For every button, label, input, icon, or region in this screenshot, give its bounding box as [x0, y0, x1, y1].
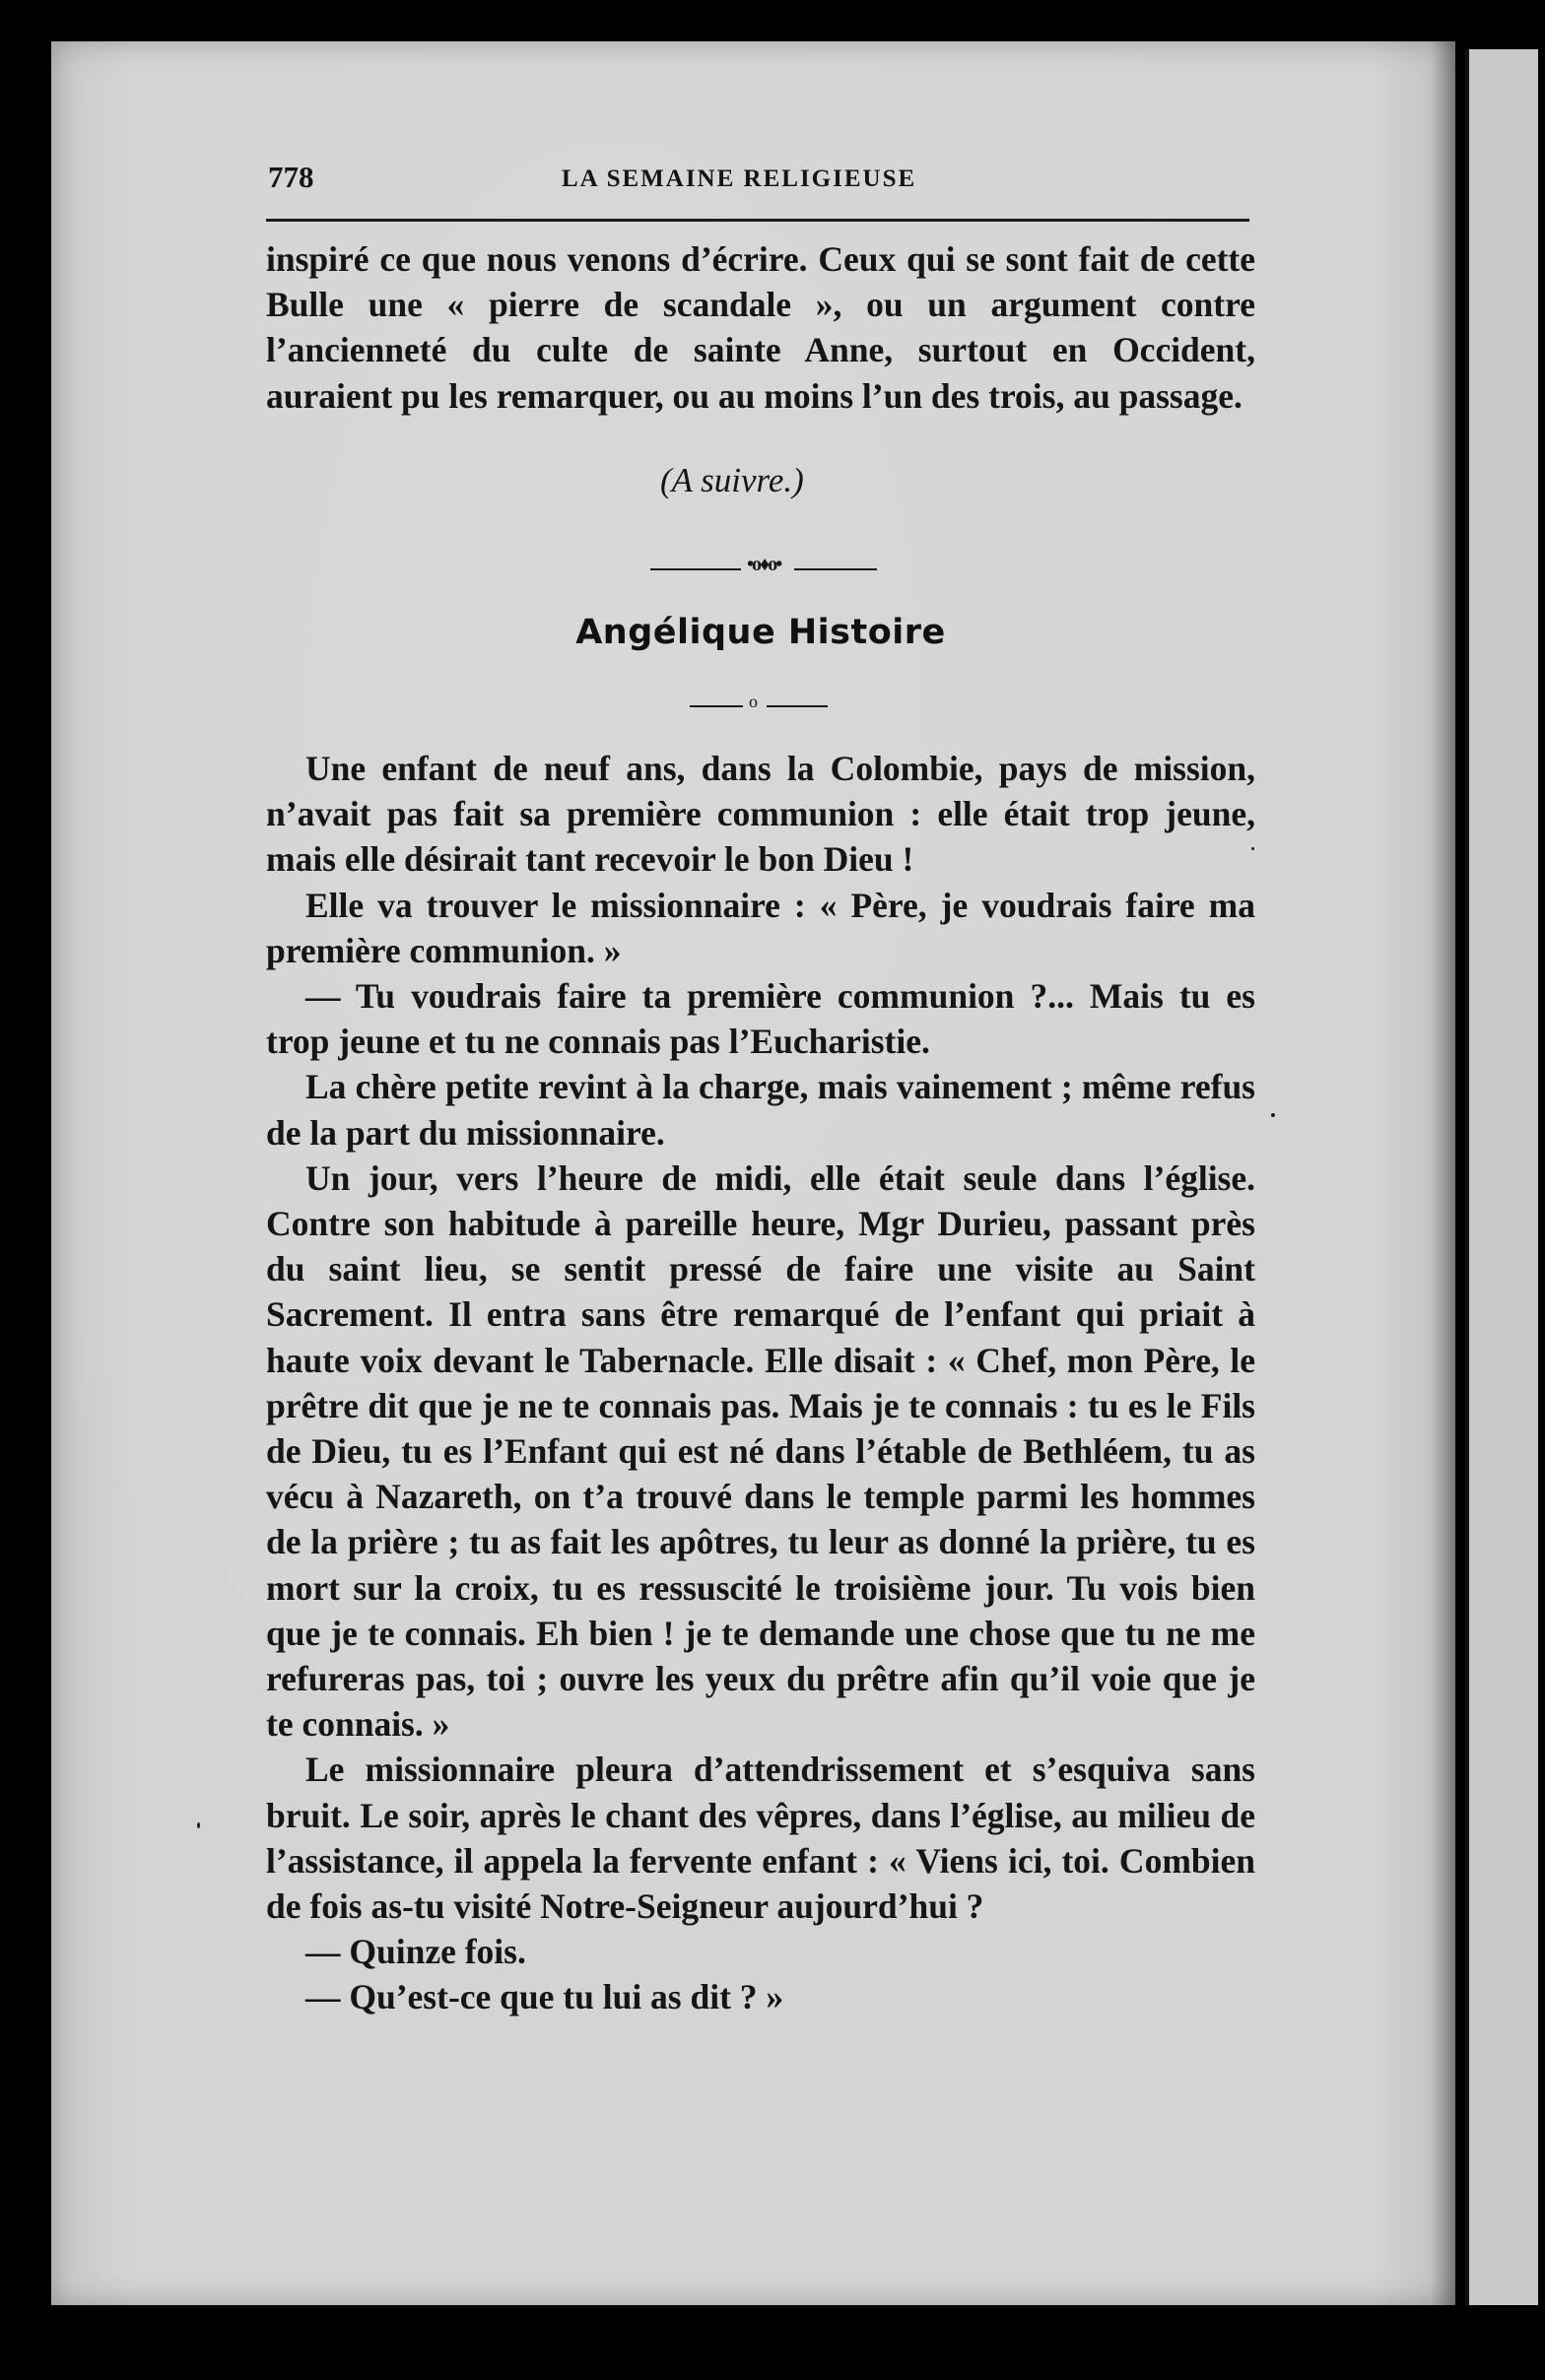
article-paragraph: — Tu voudrais faire ta première communion ?... Mais tu es trop jeune et tu ne connais pas l’Eucharistie.: [266, 976, 1255, 1062]
title-divider-line-left: [690, 705, 743, 707]
text-line: auraient pu les remarquer, ou au moins l’un des trois, au: [266, 375, 1110, 416]
section-divider: [650, 554, 877, 575]
article-paragraph: Le missionnaire pleura d’attendrissement et s’esquiva sans bruit. Le soir, après le chant des vêpres, dans l’église, au milieu de l’assistance, il appela la fervente enfant : « Viens ici, toi. Combien de fois as-tu visité Notre-Seigneur aujourd’hui ?: [266, 1750, 1255, 1927]
article-paragraph: — Qu’est-ce que tu lui as dit ? »: [305, 1977, 784, 2017]
title-divider-line-right: [767, 705, 828, 707]
running-title: LA SEMAINE RELIGIEUSE: [562, 165, 917, 192]
adjacent-page-edge: [1465, 49, 1538, 2305]
text-line: cette Bulle une « pierre de scandale », ou un argument contre: [266, 239, 1255, 325]
article-paragraph: Un jour, vers l’heure de midi, elle était seule dans l’église. Contre son habitude à pareille heure, Mgr Durieu, passant près du saint lieu, se sentit pressé de faire une visite au Saint Sacrement. Il entra sans être remarqué de l’enfant qui priait à haute voix devant le Tabernacle. Elle disait : « Chef, mon Père, le prêtre dit que je ne te connais pas. Mais je te connais : tu es le Fils de Dieu, tu es l’Enfant qui est né dans l’étable de Bethléem, tu as vécu à Nazareth, on t’a trouvé dans le temple parmi les hommes de la prière ; tu as fait les apôtres, tu leur as donné la prière, tu es mort sur la croix, tu es ressuscité le troisième jour. Tu vois bien que je te connais. Eh bien ! je te demande une chose que tu ne me refureras pas, toi ; ouvre les yeux du prêtre afin qu’il voie que je te connais. »: [266, 1157, 1255, 1745]
page-header: [268, 160, 1253, 207]
article-body: [266, 746, 1255, 2020]
continuation-text: [266, 236, 1255, 419]
text-line: passage.: [1118, 375, 1243, 416]
scan-speck: [1271, 1113, 1275, 1117]
divider-ornament: •o♦o•: [747, 554, 781, 575]
article-title: Angélique Histoire: [575, 613, 946, 652]
article-paragraph: Une enfant de neuf ans, dans la Colombie, pays de mission, n’avait pas fait sa première communion : elle était trop jeune, mais elle désirait tant recevoir le bon Dieu !: [266, 749, 1255, 880]
page-gutter-shadow: [1431, 41, 1460, 2305]
divider-line-right: [794, 568, 877, 570]
page-number: 778: [268, 160, 314, 194]
article-paragraph: — Quinze fois.: [305, 1932, 526, 1972]
scan-speck: [1251, 847, 1254, 850]
text-line: inspiré ce que nous venons d’écrire. Ceux qui se sont fait de: [266, 239, 1176, 279]
to-be-continued: (A suivre.): [660, 461, 804, 499]
article-paragraph: Elle va trouver le missionnaire : « Père, je voudrais faire ma première communion. »: [266, 885, 1255, 970]
divider-line-left: [650, 568, 741, 570]
text-line: l’ancienneté du culte de sainte Anne, surtout en Occident,: [266, 330, 1255, 370]
header-rule: [266, 219, 1249, 222]
title-divider-ornament: o: [749, 692, 758, 711]
continuation-paragraph: [266, 236, 1255, 419]
title-divider: [690, 692, 828, 713]
scan-speck: [197, 1822, 200, 1828]
article-paragraph: La chère petite revint à la charge, mais vainement ; même refus de la part du missionnaire.: [266, 1067, 1255, 1153]
